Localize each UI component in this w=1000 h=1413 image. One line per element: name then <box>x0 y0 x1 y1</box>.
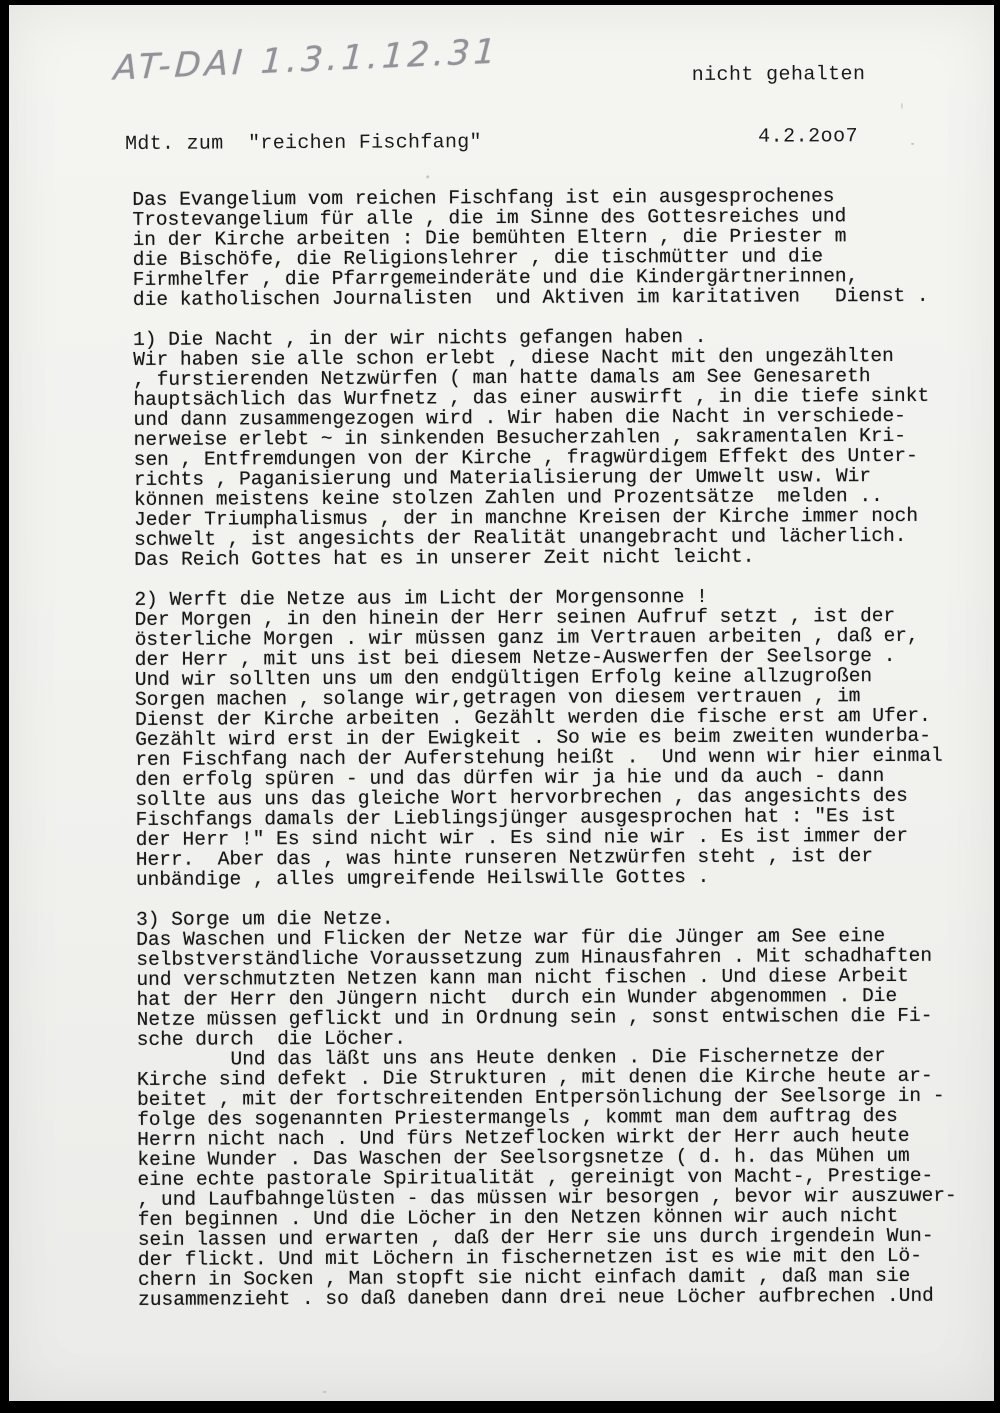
document-title: Mdt. zum "reichen Fischfang" <box>125 131 482 156</box>
archive-reference-handwriting: AT-DAI 1.3.1.12.31 <box>112 31 501 89</box>
scan-speck <box>323 1391 327 1393</box>
document-body <box>6 185 997 1310</box>
scan-speck <box>901 103 903 109</box>
intro-paragraph: Das Evangelium vom reichen Fischfang ist ein ausgesprochenes Trostevangelium für alle , die im Sinne des Gottesreiches und in der Kirche arbeiten : Die bemühten Eltern , die Priester m die Bischöfe, die Religionslehrer , die tischmütter und die Firmhelfer , die Pfarrgemeinderäte und die Kindergärtnerinnen, die katholischen Journalisten und Aktiven im karitativen Dienst . <box>132 185 929 311</box>
page-content <box>5 2 997 1403</box>
section-3-sorge-um-die-netze: 3) Sorge um die Netze. Das Waschen und Flicken der Netze war für die Jünger am See eine selbstverständliche Voraussetzung zum Hinausfahren . Mit schadhaften und verschmutzten Netzen kann man nicht fischen . Und diese Arbeit hat der Herr den Jüngern nicht durch ein Wunder abgenommen . Die Netze müssen geflickt und in Ordnung sein , sonst entwischen die Fi- sche durch die Löcher. Und das läßt uns ans Heute denken . Die Fischernetze der Kirche sind defekt . Die Strukturen , mit denen die Kirche heute ar- beitet , mit der fortschreitenden Entpersönlichung der Seelsorge in - folge des sogenannten Priestermangels , kommt man dem auftrag des Herrn nicht nach . Und fürs Netzeflocken wirkt der Herr auch heute keine Wunder . Das Waschen der Seelsorgsnetze ( d. h. das Mühen um eine echte pastorale Spiritualität , gereinigt von Macht-, Prestige- , und Laufbahngelüsten - das müssen wir besorgen , bevor wir auszuwer- fen beginnen . Und die Löcher in den Netzen können wir auch nicht sein lassen und erwarten , daß der Herr sie uns durch irgendein Wun- der flickt. Und mit Löchern in fischernetzen ist es wie mit den Lö- chern in Socken , Man stopft sie nicht einfach damit , daß man sie zusammenzieht . so daß daneben dann drei neue Löcher aufbrechen .Und <box>136 907 957 1311</box>
section-1-die-nacht: 1) Die Nacht , in der wir nichts gefangen haben . Wir haben sie alle schon erlebt , diese Nacht mit den ungezählten , furstierenden Netzwürfen ( man hatte damals am See Genesareth hauptsächlich das Wurfnetz , das einer auswirft , in die tiefe sinkt und dann zusammengezogen wird . Wir haben die Nacht in verschiede- nerweise erlebt ~ in sinkenden Besucherzahlen , sakramentalen Kri- sen , Entfremdungen von der Kirche , fragwürdigem Effekt des Unter- richts , Paganisierung und Materialisierung der Umwelt usw. Wir können meistens keine stolzen Zahlen und Prozentsätze melden .. Jeder Triumphalismus , der in manchne Kreisen der Kirche immer noch schwelt , ist angesichts der Realität unangebracht und lächerlich. Das Reich Gottes hat es in unserer Zeit nicht leicht. <box>133 325 930 571</box>
section-2-werft-die-netze: 2) Werft die Netze aus im Licht der Morgensonne ! Der Morgen , in den hinein der Herr seinen Aufruf setzt , ist der österliche Morgen . wir müssen ganz im Vertrauen arbeiten , daß er, der Herr , mit uns ist bei diesem Netze-Auswerfen der Seelsorge . Und wir sollten uns um den endgültigen Erfolg keine allzugroßen Sorgen machen , solange wir,getragen von diesem vertrauen , im Dienst der Kirche arbeiten . Gezählt werden die fische erst am Ufer. Gezählt wird erst in der Ewigkeit . So wie es beim zweiten wunderba- ren Fischfang nach der Auferstehung heißt . Und wenn wir hier einmal den erfolg spüren - und das dürfen wir ja hie und da auch - dann sollte aus uns das gleiche Wort hervorbrechen , das angesichts des Fischfangs damals der Lieblingsjünger ausgesprochen hat : "Es ist der Herr !" Es sind nicht wir . Es sind nie wir . Es ist immer der Herr. Aber das , was hinte runseren Netzwürfen steht , ist der unbändige , alles umgreifende Heilswille Gottes . <box>134 585 943 891</box>
scan-speck <box>911 143 914 145</box>
scan-speck <box>426 175 429 178</box>
document-date: 4.2.2oo7 <box>757 125 859 149</box>
status-note: nicht gehalten <box>691 63 866 87</box>
scanned-page <box>9 5 994 1401</box>
